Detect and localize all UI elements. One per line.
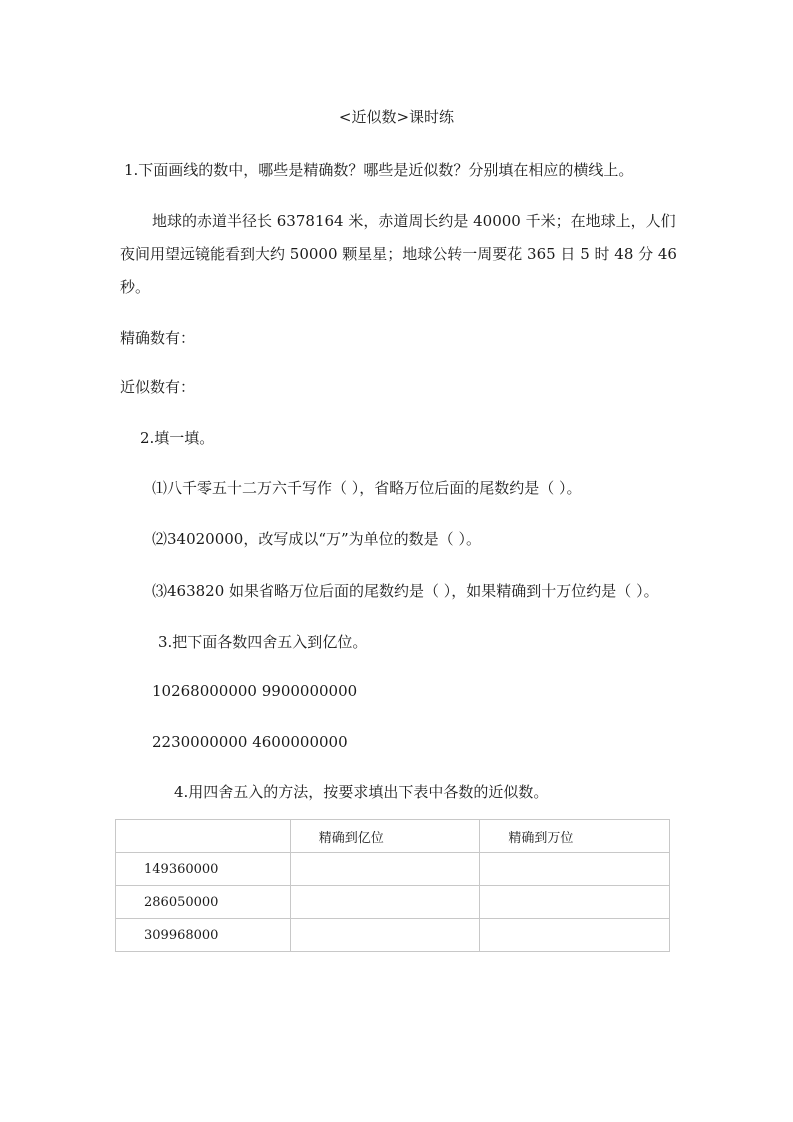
page-title: <近似数>课时练 <box>338 108 455 126</box>
exact-numbers-label: 精确数有： <box>120 329 196 347</box>
table-row <box>116 919 670 952</box>
table-cell-number: 149360000 <box>116 853 291 886</box>
table-header-blank <box>116 820 291 853</box>
table-header-yi: 精确到亿位 <box>290 820 480 853</box>
q3-prompt: 3.把下面各数四舍五入到亿位。 <box>158 633 368 651</box>
table-cell-yi[interactable] <box>290 919 480 952</box>
table-cell-number: 286050000 <box>116 886 291 919</box>
q1-prompt: 1.下面画线的数中，哪些是精确数？哪些是近似数？分别填在相应的横线上。 <box>124 161 634 179</box>
table-cell-wan[interactable] <box>480 886 670 919</box>
q1-passage-line2: 夜间用望远镜能看到大约 50000 颗星星；地球公转一周要花 365 日 5 时 48 分 46 <box>120 245 677 263</box>
q3-numbers-row2: 2230000000 4600000000 <box>152 733 348 751</box>
q3-numbers-row1: 10268000000 9900000000 <box>152 682 358 700</box>
table-cell-wan[interactable] <box>480 919 670 952</box>
table-cell-wan[interactable] <box>480 853 670 886</box>
q2-item-3: ⑶463820 如果省略万位后面的尾数约是（ ），如果精确到十万位约是（ ）。 <box>152 582 659 600</box>
approx-numbers-label: 近似数有： <box>120 378 196 396</box>
table-row <box>116 853 670 886</box>
approximation-table <box>115 819 670 952</box>
table-header-wan: 精确到万位 <box>480 820 670 853</box>
q2-item-1: ⑴八千零五十二万六千写作（ ），省略万位后面的尾数约是（ ）。 <box>152 479 582 497</box>
q4-prompt: 4.用四舍五入的方法，按要求填出下表中各数的近似数。 <box>174 783 549 801</box>
table-cell-yi[interactable] <box>290 886 480 919</box>
q1-passage-line3: 秒。 <box>120 278 151 296</box>
table-row <box>116 886 670 919</box>
table-cell-number: 309968000 <box>116 919 291 952</box>
table-cell-yi[interactable] <box>290 853 480 886</box>
table-header-row <box>116 820 670 853</box>
q2-item-2: ⑵34020000，改写成以“万”为单位的数是（ ）。 <box>152 530 481 548</box>
q1-passage-line1: 地球的赤道半径长 6378164 米，赤道周长约是 40000 千米；在地球上，人们 <box>152 212 676 230</box>
q2-prompt: 2.填一填。 <box>140 429 215 447</box>
